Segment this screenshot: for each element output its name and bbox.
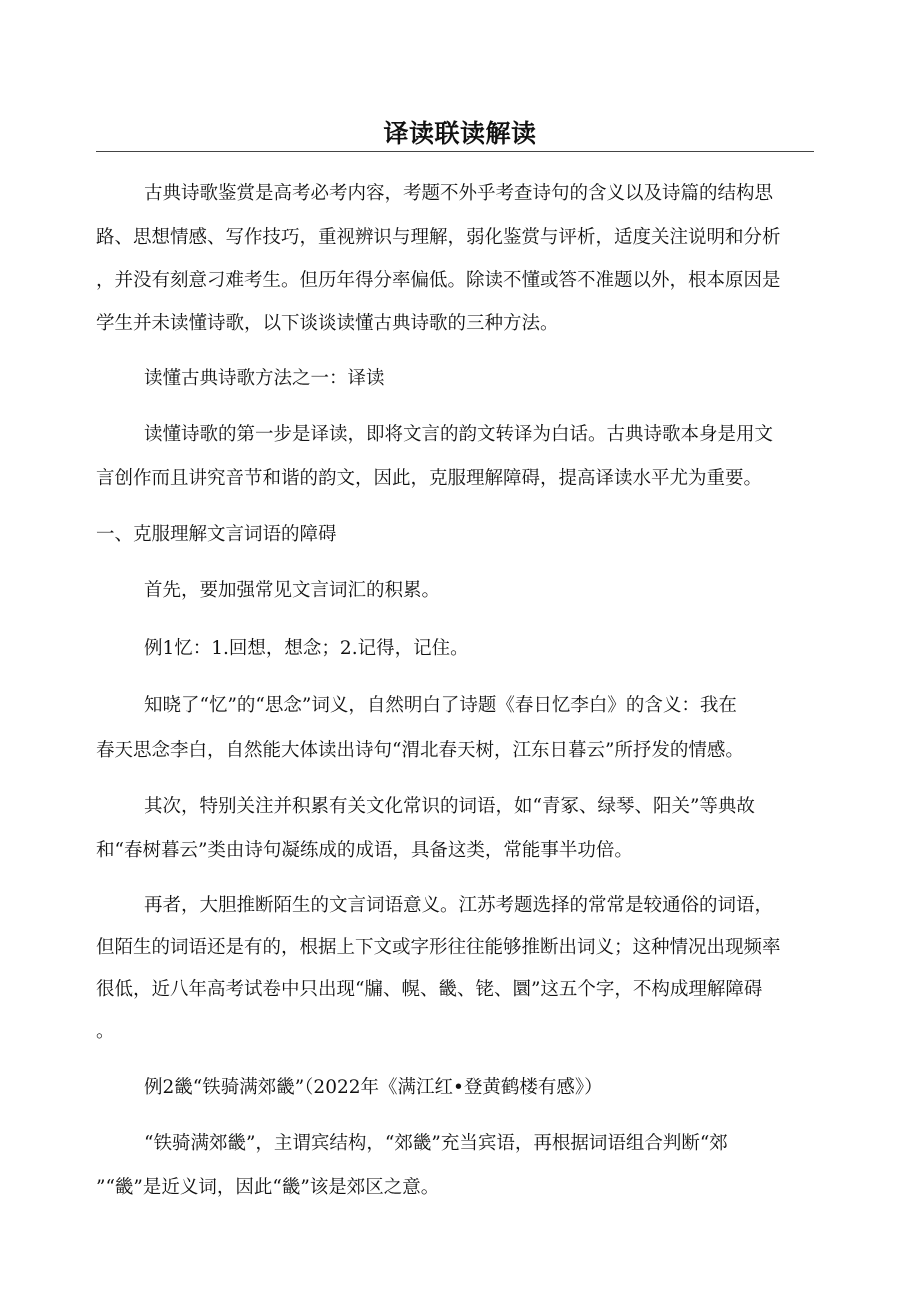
title-divider [96, 151, 814, 152]
example-line: 例2畿“铁骑满郊畿”（2022年《满江红•登黄鹤楼有感》） [144, 1077, 603, 1098]
paragraph-line: ，并没有刻意刁难考生。但历年得分率偏低。除读不懂或答不准题以外，根本原因是 [96, 270, 781, 291]
paragraph-line: 读懂诗歌的第一步是译读，即将文言的韵文转译为白话。古典诗歌本身是用文 [144, 424, 774, 445]
paragraph-line: 但陌生的词语还是有的，根据上下文或字形往往能够推断出词义；这种情况出现频率 [96, 937, 781, 958]
paragraph-line: 知晓了“忆”的“思念”词义，自然明白了诗题《春日忆李白》的含义：我在 [144, 695, 737, 716]
paragraph-line: 首先，要加强常见文言词汇的积累。 [144, 580, 441, 601]
paragraph-line: “铁骑满郊畿”，主谓宾结构，“郊畿”充当宾语，再根据词语组合判断“郊 [144, 1133, 728, 1154]
section-heading: 读懂古典诗歌方法之一：译读 [144, 368, 385, 389]
subsection-heading: 一、克服理解文言词语的障碍 [96, 524, 337, 545]
paragraph-line: 春天思念李白，自然能大体读出诗句“渭北春天树，江东日暮云”所抒发的情感。 [96, 740, 744, 761]
paragraph-line: 。 [96, 1021, 115, 1042]
paragraph-line: 路、思想情感、写作技巧，重视辨识与理解，弱化鉴赏与评析，适度关注说明和分析 [96, 227, 781, 248]
paragraph-line: 再者，大胆推断陌生的文言词语意义。江苏考题选择的常常是较通俗的词语， [144, 895, 774, 916]
paragraph-line: 很低，近八年高考试卷中只出现“牖、幌、畿、铑、圜”这五个字，不构成理解障碍 [96, 979, 763, 1000]
document-title: 译读联读解读 [383, 119, 537, 148]
paragraph-line: 学生并未读懂诗歌，以下谈谈读懂古典诗歌的三种方法。 [96, 313, 559, 334]
paragraph-line: 古典诗歌鉴赏是高考必考内容，考题不外乎考查诗句的含义以及诗篇的结构思 [144, 183, 774, 204]
paragraph-line: 言创作而且讲究音节和谐的韵文，因此，克服理解障碍，提高译读水平尤为重要。 [96, 468, 763, 489]
paragraph-line: 和“春树暮云”类由诗句凝练成的成语，具备这类，常能事半功倍。 [96, 840, 633, 861]
paragraph-line: 其次，特别关注并积累有关文化常识的词语，如“青冢、绿琴、阳关”等典故 [144, 796, 755, 817]
example-line: 例1忆：1.回想，想念；2.记得，记住。 [144, 638, 469, 659]
paragraph-line: ”“畿”是近义词，因此“畿”该是郊区之意。 [96, 1177, 440, 1198]
